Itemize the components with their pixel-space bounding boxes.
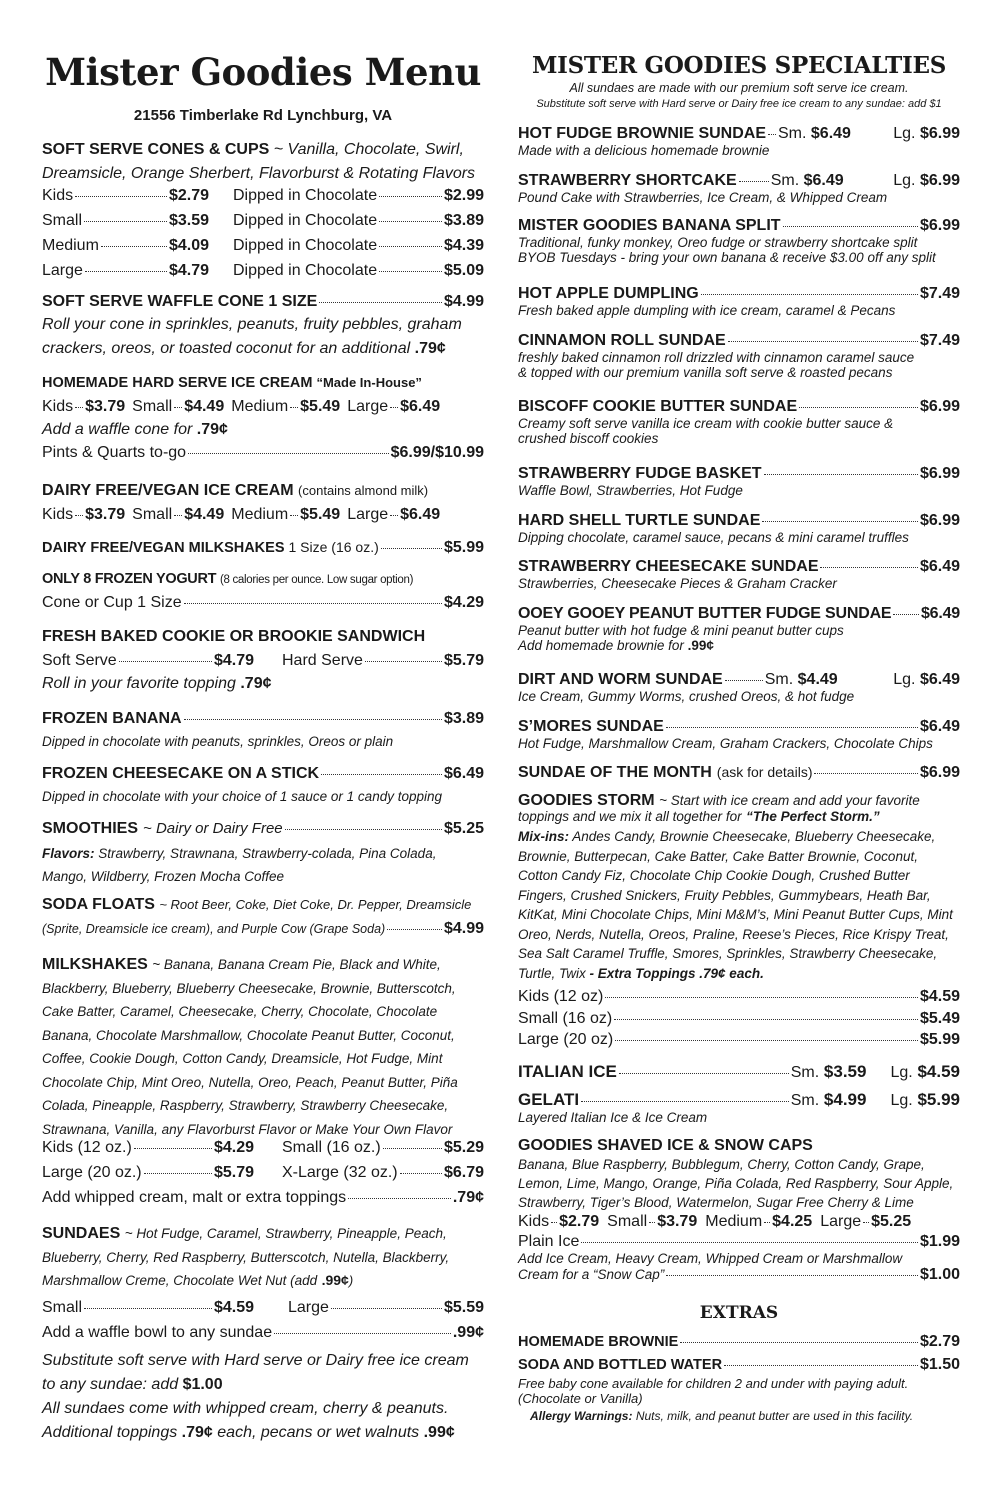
specialties-substitute-note: Substitute soft serve with Hard serve or Dairy free ice cream to any sundae: add $1: [536, 98, 942, 110]
specialty-item: DIRT AND WORM SUNDAE Sm. $4.49 Lg. $6.49 Ice Cream, Gummy Worms, crushed Oreos, & hot fudge: [518, 671, 960, 704]
specialty-item: S’MORES SUNDAE $6.49 Hot Fudge, Marshmallow Cream, Graham Crackers, Chocolate Chips: [518, 718, 960, 751]
specialty-item: STRAWBERRY CHEESECAKE SUNDAE $6.49 Strawberries, Cheesecake Pieces & Graham Cracker: [518, 558, 960, 591]
address: 21556 Timberlake Rd Lynchburg, VA: [133, 107, 393, 124]
extras-title: EXTRAS: [699, 1303, 779, 1323]
menu-title: Mister Goodies Menu: [45, 50, 481, 94]
specialties-subtitle: All sundaes are made with our premium soft serve ice cream.: [569, 81, 909, 95]
specialty-item: STRAWBERRY SHORTCAKE Sm. $6.49 Lg. $6.99 Pound Cake with Strawberries, Ice Cream, & Whipped Cream: [518, 172, 960, 205]
soft-serve-section: [42, 138, 484, 186]
price-row: Kids $2.79 Dipped in Chocolate $2.99: [42, 187, 484, 204]
specialty-item: HOT APPLE DUMPLING $7.49 Fresh baked apple dumpling with ice cream, caramel & Pecans: [518, 285, 960, 318]
specialty-item: HARD SHELL TURTLE SUNDAE $6.99 Dipping chocolate, caramel sauce, pecans & mini caramel truffles: [518, 512, 960, 545]
gelati-section: GELATI Sm. $4.99 Lg. $5.99 Layered Italian Ice & Ice Cream: [518, 1090, 960, 1125]
specialty-item: MISTER GOODIES BANANA SPLIT $6.99 Traditional, funky monkey, Oreo fudge or strawberry shortcake split BYOB Tuesdays - bring your own banana & receive $3.00 off any split: [518, 217, 960, 265]
price-row: Medium $4.09 Dipped in Chocolate $4.39: [42, 237, 484, 254]
shaved-ice-section: GOODIES SHAVED ICE & SNOW CAPS Banana, Blue Raspberry, Bubblegum, Cherry, Cotton Candy, Grape, Lemon, Lime, Mango, Orange, Piña Colada, Red Raspberry, Sour Apple, Strawberry, Tiger’s Blood, Watermelon, Sugar Free Cherry & Lime Kids $2.79 Small $3.79 Medium $4.25 Large $5.25 Plain Ice $1.99 Add Ice Cream, Heavy Cream, Whipped Cream or Marshmallow Cream for a “Snow Cap” $1.00: [518, 1137, 960, 1283]
cookie-sandwich-section: FRESH BAKED COOKIE OR BROOKIE SANDWICH Soft Serve $4.79 Hard Serve $5.79 Roll in your favorite topping .79¢: [42, 628, 484, 692]
milkshake-prices: Kids (12 oz.) $4.29 Small (16 oz.) $5.29 Large (20 oz.) $5.79 X-Large (32 oz.) $6.79 Add whipped cream, malt or extra toppings .79¢: [42, 1139, 484, 1206]
specialty-item: SUNDAE OF THE MONTH (ask for details) $6.99: [518, 764, 960, 781]
specialties-list: [518, 125, 960, 790]
price-row: Large $4.79 Dipped in Chocolate $5.09: [42, 262, 484, 279]
italian-ice-row: ITALIAN ICE Sm. $3.59 Lg. $4.59: [518, 1062, 960, 1081]
soft-serve-prices: [42, 187, 484, 287]
specialties-title: MISTER GOODIES SPECIALTIES: [531, 52, 947, 79]
soda-floats-section: SODA FLOATS ~ Root Beer, Coke, Diet Coke, Dr. Pepper, Dreamsicle (Sprite, Dreamsicle ice cream), and Purple Cow (Grape Soda) $4.99: [42, 896, 484, 937]
allergy-warning: Allergy Warnings: Nuts, milk, and peanut butter are used in this facility.: [530, 1409, 914, 1423]
goodies-storm-section: GOODIES STORM ~ Start with ice cream and add your favorite toppings and we mix it all together for “The Perfect Storm.” Mix-ins: Andes Candy, Brownie Cheesecake, Blueberry Cheesecake, Brownie, Butterpecan, Cake Batter, Cake Batter Brownie, Coconut, Cotton Candy Fiz, Chocolate Chip Cookie Dough, Crushed Butter Fingers, Crushed Snickers, Fruity Pebbles, Gummybears, Heath Bar, KitKat, Mini Chocolate Chips, Mini M&M’s, Mini Peanut Butter Cups, Mint Oreo, Nerds, Nutella, Oreos, Praline, Reese’s Pieces, Rice Krispy Treat, Sea Salt Caramel Truffle, Smores, Sprinkles, Strawberry Cheesecake, Turtle, Twix - Extra Toppings .79¢ each.: [518, 792, 953, 981]
milkshakes-section: MILKSHAKES ~ Banana, Banana Cream Pie, Black and White, Blackberry, Blueberry, Blueberry Cheesecake, Brownie, Butterscotch, Cake Batter, Caramel, Cheesecake, Cherry, Chocolate, Chocolate Banana, Chocolate Marshmallow, Chocolate Peanut Butter, Coconut, Coffee, Cookie Dough, Cotton Candy, Dreamsicle, Hot Fudge, Mint Chocolate Chip, Mint Oreo, Nutella, Oreo, Peach, Peanut Butter, Piña Colada, Pineapple, Raspberry, Strawberry, Strawberry Cheesecake, Strawnana, Vanilla, any Flavorburst Flavor or Make Your Own Flavor: [42, 956, 458, 1137]
waffle-cone-section: SOFT SERVE WAFFLE CONE 1 SIZE $4.99 Roll your cone in sprinkles, peanuts, fruity pebbles, graham crackers, oreos, or toasted coconut for an additional .79¢: [42, 293, 484, 357]
frozen-cheesecake-section: FROZEN CHEESECAKE ON A STICK $6.49 Dipped in chocolate with your choice of 1 sauce or 1 candy topping: [42, 765, 484, 804]
sundaes-section: SUNDAES ~ Hot Fudge, Caramel, Strawberry, Pineapple, Peach, Blueberry, Cherry, Red Raspberry, Butterscotch, Nutella, Blackberry, Marshmallow Creme, Chocolate Wet Nut (add .99¢) Small $4.59 Large $5.59 Add a waffle bowl to any sundae .99¢ Substitute soft serve with Hard serve or Dairy free ice cream to any sundae: add $1.00 All sundaes come with whipped cream, cherry & peanuts. Additional toppings .79¢ each, pecans or wet walnuts .99¢: [42, 1225, 484, 1441]
waffle-desc: Roll your cone in sprinkles, peanuts, fruity pebbles, graham crackers, oreos, or toasted coconut for an additional: [42, 316, 462, 357]
specialty-item: BISCOFF COOKIE BUTTER SUNDAE $6.99 Creamy soft serve vanilla ice cream with cookie butter sauce & crushed biscoff cookies: [518, 398, 960, 446]
extras-section: HOMEMADE BROWNIE $2.79 SODA AND BOTTLED WATER $1.50 Free baby cone available for children 2 and under with paying adult. (Chocolate or Vanilla) Allergy Warnings: Nuts, milk, and peanut butter are used in this facility.: [518, 1333, 960, 1423]
smoothies-section: SMOOTHIES ~ Dairy or Dairy Free $5.25 Flavors: Strawberry, Strawnana, Strawberry-colada, Pina Colada, Mango, Wildberry, Frozen Mocha Coffee: [42, 820, 484, 884]
yogurt-section: ONLY 8 FROZEN YOGURT (8 calories per ounce. Low sugar option) Cone or Cup 1 Size $4.29: [42, 571, 484, 611]
hard-serve-heading: HOMEMADE HARD SERVE ICE CREAM: [42, 375, 313, 391]
specialty-item: CINNAMON ROLL SUNDAE $7.49 freshly baked cinnamon roll drizzled with cinnamon caramel sauce & topped with our premium vanilla soft serve & roasted pecans: [518, 332, 960, 380]
specialty-item: STRAWBERRY FUDGE BASKET $6.99 Waffle Bowl, Strawberries, Hot Fudge: [518, 465, 960, 498]
df-milkshakes-row: DAIRY FREE/VEGAN MILKSHAKES 1 Size (16 oz.) $5.99: [42, 539, 484, 556]
specialty-item: HOT FUDGE BROWNIE SUNDAE Sm. $6.49 Lg. $6.99 Made with a delicious homemade brownie: [518, 125, 960, 158]
price-row: Small $3.59 Dipped in Chocolate $3.89: [42, 212, 484, 229]
hard-serve-section: HOMEMADE HARD SERVE ICE CREAM “Made In-House” Kids $3.79 Small $4.49 Medium $5.49 Large $6.49 Add a waffle cone for .79¢ Pints & Quarts to-go $6.99/$10.99: [42, 375, 484, 461]
dairy-free-heading: DAIRY FREE/VEGAN ICE CREAM: [42, 482, 294, 499]
frozen-banana-section: FROZEN BANANA $3.89 Dipped in chocolate with peanuts, sprinkles, Oreos or plain: [42, 710, 484, 749]
dairy-free-section: DAIRY FREE/VEGAN ICE CREAM (contains almond milk) Kids $3.79 Small $4.49 Medium $5.49 Large $6.49: [42, 482, 441, 523]
storm-prices: Kids (12 oz) $4.59 Small (16 oz) $5.49 Large (20 oz) $5.99: [518, 988, 960, 1048]
waffle-heading: SOFT SERVE WAFFLE CONE 1 SIZE: [42, 293, 318, 310]
specialty-item: OOEY GOOEY PEANUT BUTTER FUDGE SUNDAE $6.49 Peanut butter with hot fudge & mini peanut butter cups Add homemade brownie for .99¢: [518, 605, 960, 653]
soft-serve-heading: SOFT SERVE CONES & CUPS: [42, 141, 270, 158]
soft-serve-flavors: ~ Vanilla, Chocolate, Swirl, Dreamsicle, Orange Sherbert, Flavorburst & Rotating Flavors: [42, 141, 476, 182]
